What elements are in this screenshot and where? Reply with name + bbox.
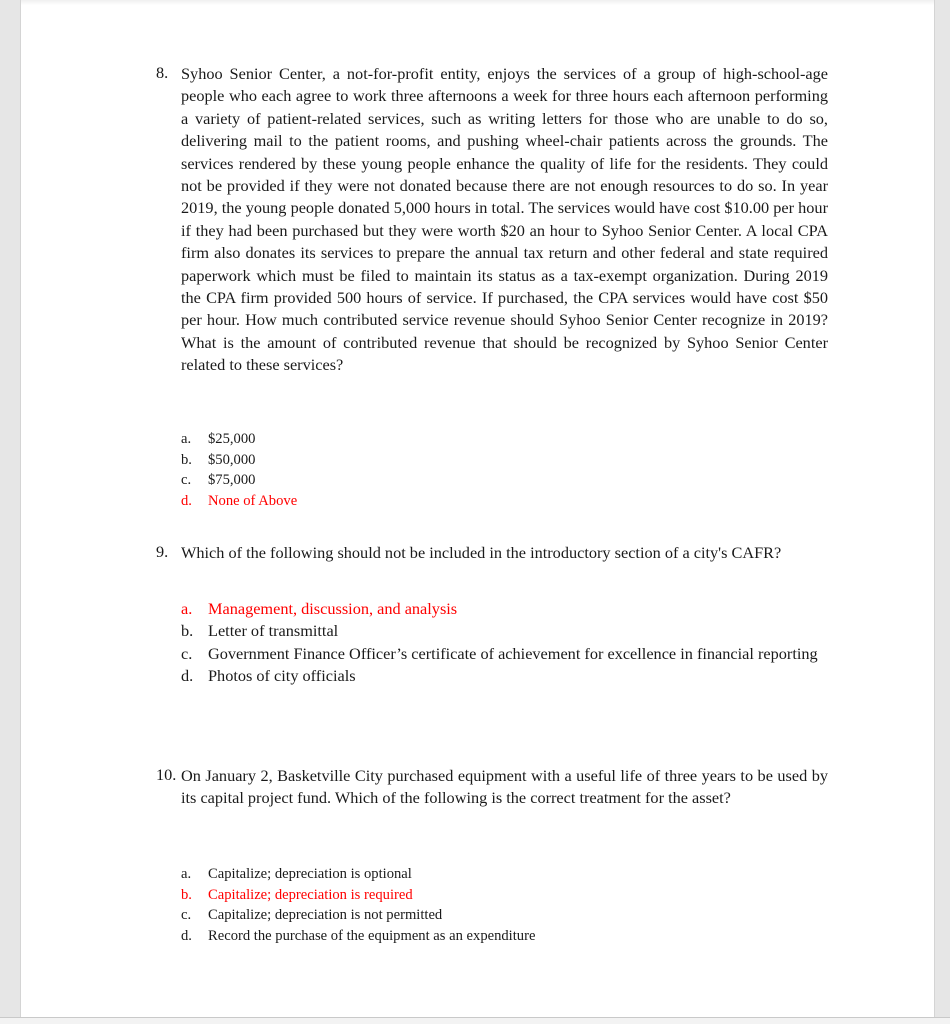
question-text: Syhoo Senior Center, a not-for-profit entity, enjoys the services of a group of high-school-age people who each agree to work three afternoons a week for three hours each afternoon performing a variety of patient-related services, such as writing letters for those who are unable to do so, delivering mail to the patient rooms, and pushing wheel-chair patients across the grounds. The services rendered by these young people enhance the quality of life for the residents. They could not be provided if they were not donated because there are not enough resources to do so. In year 2019, the young people donated 5,000 hours in total. The services would have cost $10.00 per hour if they had been purchased but they were worth $20 an hour to Syhoo Senior Center. A local CPA firm also donates its services to prepare the annual tax return and other federal and state required paperwork which must be filed to maintain its status as a tax-exempt organization. During 2019 the CPA firm provided 500 hours of service. If purchased, the CPA services would have cost $50 per hour. How much contributed service revenue should Syhoo Senior Center recognize in 2019? What is the amount of contributed revenue that should be recognized by Syhoo Senior Center related to these services? bbox=[181, 64, 828, 375]
option-text: $75,000 bbox=[208, 472, 256, 489]
question-number: 9. bbox=[156, 542, 169, 561]
option-text: Capitalize; depreciation is optional bbox=[208, 866, 412, 882]
option-c bbox=[181, 905, 831, 926]
option-d bbox=[181, 926, 831, 947]
option-letter: b. bbox=[181, 451, 192, 468]
option-b bbox=[181, 620, 831, 642]
option-letter: a. bbox=[181, 866, 192, 882]
option-text: Capitalize; depreciation is not permitted bbox=[208, 907, 443, 924]
option-letter: b. bbox=[181, 621, 194, 641]
option-letter: a. bbox=[181, 599, 193, 618]
option-text: Record the purchase of the equipment as an expenditure bbox=[208, 927, 536, 944]
question-9-options bbox=[181, 598, 831, 688]
question-text: Which of the following should not be included in the introductory section of a city's CAFR? bbox=[181, 543, 782, 562]
option-text: $25,000 bbox=[208, 431, 256, 447]
option-letter: c. bbox=[181, 643, 193, 663]
page-top-shadow bbox=[21, 0, 934, 5]
option-text: $50,000 bbox=[208, 451, 256, 468]
question-text: On January 2, Basketville City purchased equipment with a useful life of three years to be used by its capital project fund. Which of the following is the correct treatment for the asset? bbox=[181, 766, 828, 808]
option-c bbox=[181, 643, 831, 665]
option-letter: c. bbox=[181, 472, 192, 489]
option-text: None of Above bbox=[208, 492, 298, 509]
option-text: Management, discussion, and analysis bbox=[208, 599, 458, 618]
option-letter: d. bbox=[181, 492, 192, 509]
bottom-scroll-area bbox=[0, 1017, 950, 1024]
question-8 bbox=[156, 63, 828, 377]
option-letter: d. bbox=[181, 666, 194, 686]
option-letter: a. bbox=[181, 431, 192, 447]
question-10-options bbox=[181, 864, 831, 946]
option-d bbox=[181, 665, 831, 687]
option-a bbox=[181, 429, 831, 450]
option-c bbox=[181, 470, 831, 491]
option-letter: d. bbox=[181, 927, 192, 944]
question-number: 8. bbox=[156, 63, 169, 82]
option-d-highlighted bbox=[181, 491, 831, 512]
option-text: Capitalize; depreciation is required bbox=[208, 886, 413, 903]
option-letter: b. bbox=[181, 886, 192, 903]
option-b-highlighted bbox=[181, 885, 831, 906]
option-text: Photos of city officials bbox=[208, 666, 356, 686]
question-number: 10. bbox=[156, 765, 177, 784]
question-8-options bbox=[181, 429, 831, 511]
question-10 bbox=[156, 765, 828, 810]
question-9 bbox=[156, 542, 828, 564]
option-letter: c. bbox=[181, 907, 192, 924]
option-b bbox=[181, 450, 831, 471]
option-text: Letter of transmittal bbox=[208, 621, 339, 641]
option-a-highlighted bbox=[181, 598, 831, 620]
option-a bbox=[181, 864, 831, 885]
option-text: Government Finance Officer’s certificate of achievement for excellence in financial reporting bbox=[208, 643, 818, 663]
